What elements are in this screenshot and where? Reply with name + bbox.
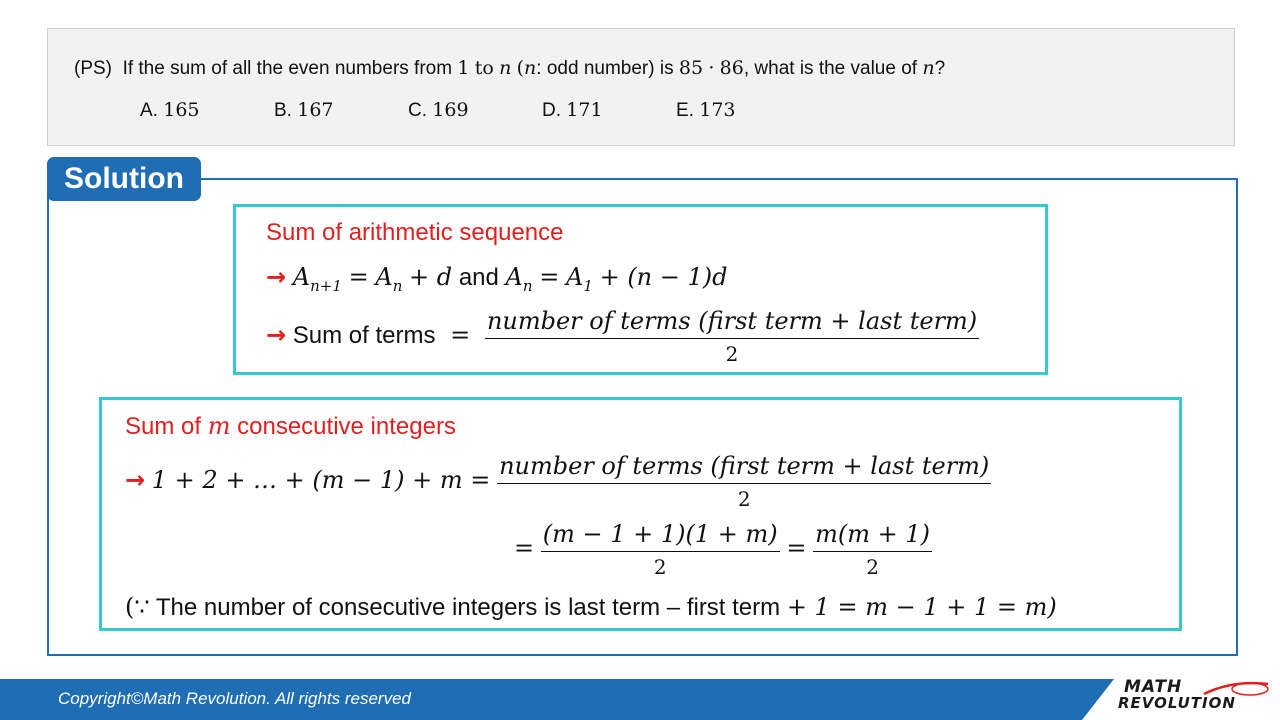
question-box (47, 28, 1235, 146)
question-product-a: 85 (678, 57, 704, 79)
consec-simplify-line (514, 520, 932, 579)
choice-value: 171 (566, 99, 603, 121)
question-dot: · (708, 57, 715, 79)
choice-value: 173 (699, 99, 736, 121)
question-q-var: n (922, 57, 935, 79)
consec-heading: Sum of m consecutive integers (125, 412, 456, 440)
consec-fraction-2 (541, 520, 780, 579)
choice-letter: D. (542, 100, 561, 121)
sum-fraction (485, 307, 979, 366)
arithmetic-sequence-box (233, 204, 1048, 375)
consec-lhs: 1 + 2 + … + (m − 1) + m = (151, 465, 491, 494)
consecutive-integers-box (99, 397, 1182, 631)
sum-numerator: number of terms (first term + last term) (485, 307, 979, 339)
choice-d[interactable] (542, 99, 603, 122)
sum-denominator: 2 (725, 342, 739, 366)
formula2-eq: = (539, 263, 560, 291)
choice-value: 169 (432, 99, 469, 121)
choice-e[interactable] (676, 99, 736, 122)
frac1-denominator: 2 (737, 487, 751, 511)
sum-label: Sum of terms (292, 321, 436, 349)
formula-and: and (458, 264, 499, 291)
choice-letter: B. (274, 100, 292, 121)
copyright-text: Copyright©Math Revolution. All rights reserved (58, 689, 411, 708)
choice-value: 167 (297, 99, 334, 121)
frac3-numerator: m(m + 1) (813, 520, 932, 552)
eq3: = (786, 533, 807, 562)
arrow-icon: → (266, 320, 287, 349)
choice-a[interactable] (140, 99, 200, 122)
logo-line-1: MATH (1124, 677, 1183, 697)
arith-heading: Sum of arithmetic sequence (266, 219, 564, 246)
note-text-2: first term (686, 594, 781, 621)
choice-c[interactable] (408, 99, 469, 122)
frac3-denominator: 2 (866, 555, 879, 579)
formula2-a1: $A_1$ (566, 263, 593, 295)
question-paren-var: n (524, 57, 537, 79)
note-text: The number of consecutive integers is last term (155, 594, 661, 621)
formula-plus-d: + d (409, 263, 453, 291)
arrow-icon: → (125, 465, 146, 494)
question-text-2: , what is the value of (743, 58, 918, 79)
formula-lhs: $A_{n+1}$ (292, 263, 342, 295)
frac2-denominator: 2 (653, 555, 667, 579)
arrow-icon: → (266, 263, 287, 291)
choice-letter: E. (676, 100, 694, 121)
question-product-b: 86 (719, 57, 744, 79)
question-paren-text: : odd number) (536, 58, 655, 79)
sum-eq: = (450, 320, 471, 349)
arith-formula-line (266, 263, 728, 295)
consec-note (125, 593, 1057, 622)
eq2: = (514, 533, 535, 562)
question-n: n (499, 57, 512, 79)
formula-eq: = (348, 263, 369, 291)
solution-tab: Solution (47, 157, 201, 201)
question-text-1: If the sum of all the even numbers from (122, 58, 453, 79)
note-minus: – (666, 594, 681, 621)
consec-fraction-1 (497, 452, 991, 511)
choice-letter: C. (408, 100, 427, 121)
formula2-lhs: $A_n$ (505, 263, 533, 295)
question-mark: ? (934, 58, 946, 79)
formula2-rest: + (n − 1)d (599, 263, 728, 291)
heading-var: m (207, 412, 231, 440)
math-revolution-logo (1118, 675, 1278, 720)
question-text (74, 57, 945, 80)
question-from: 1 (457, 57, 470, 79)
question-to: to (474, 57, 494, 79)
logo-line-2: REVOLUTION (1118, 694, 1236, 712)
sum-of-terms-line (266, 307, 979, 366)
frac1-numerator: number of terms (first term + last term) (497, 452, 991, 484)
frac2-numerator: (m − 1 + 1)(1 + m) (541, 520, 780, 552)
consec-fraction-3 (813, 520, 932, 579)
choice-letter: A. (140, 100, 158, 121)
because-icon: (∵ (125, 593, 150, 621)
question-tag: (PS) (74, 58, 112, 79)
note-math: + 1 = m − 1 + 1 = m) (786, 593, 1057, 621)
choice-value: 165 (163, 99, 200, 121)
question-paren-open: ( (516, 57, 525, 79)
choice-b[interactable] (274, 99, 334, 122)
question-is: is (659, 58, 674, 79)
consec-formula-line (125, 452, 991, 511)
formula-an: $A_n$ (375, 263, 403, 295)
